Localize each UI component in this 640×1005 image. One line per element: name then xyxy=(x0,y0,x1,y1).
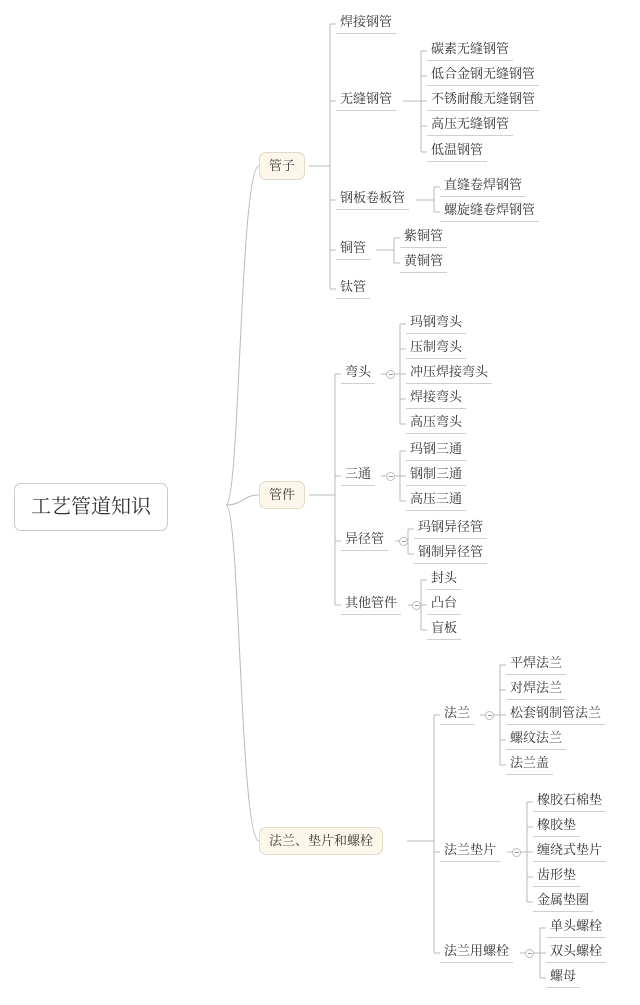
root-node[interactable] xyxy=(14,483,168,531)
node-magangsantong-label: 玛钢三通 xyxy=(410,441,463,456)
node-gangbanjuanbanguan-label: 钢板卷板管 xyxy=(340,190,406,205)
node-hanjiewantou-label: 焊接弯头 xyxy=(410,389,463,404)
node-diwengangguan-label: 低温钢管 xyxy=(431,142,484,157)
node-fanlandianpian[interactable] xyxy=(440,840,500,862)
node-fanlanyongluoshuan-label: 法兰用螺栓 xyxy=(444,943,510,958)
node-fengtou[interactable] xyxy=(427,568,461,590)
node-fanlan[interactable] xyxy=(440,703,474,725)
node-gangzhisantong[interactable] xyxy=(406,464,466,486)
node-mangban-label: 盲板 xyxy=(431,620,458,635)
node-tansuwufenggangguan-label: 碳素无缝钢管 xyxy=(431,41,510,56)
node-dihejingangwufenggangguan[interactable] xyxy=(427,64,539,86)
branch-node-guanjian-label: 管件 xyxy=(269,487,296,502)
node-tutai-label: 凸台 xyxy=(431,595,458,610)
node-hanjiegangguan-label: 焊接钢管 xyxy=(340,14,393,29)
node-zhifengjuanhangangguan[interactable] xyxy=(440,175,526,197)
root-node-label: 工艺管道知识 xyxy=(31,496,151,518)
node-gaoyawantou[interactable] xyxy=(406,412,466,434)
node-chixingdian-label: 齿形垫 xyxy=(537,867,577,882)
node-taiguan[interactable] xyxy=(336,277,370,299)
node-yazhiwantou[interactable] xyxy=(406,337,466,359)
node-gaoyawantou-label: 高压弯头 xyxy=(410,414,463,429)
branch-node-guanjian[interactable] xyxy=(259,481,305,509)
node-chixingdian[interactable] xyxy=(533,865,580,887)
node-huangtongguan[interactable] xyxy=(400,251,447,273)
node-fanlanyongluoshuan[interactable] xyxy=(440,941,513,963)
node-huangtongguan-label: 黄铜管 xyxy=(404,253,444,268)
node-tongguan[interactable] xyxy=(336,238,370,260)
node-chongyahanjiewantou[interactable] xyxy=(406,362,492,384)
node-fanlan-label: 法兰 xyxy=(444,705,471,720)
node-qitaguanjian-label: 其他管件 xyxy=(345,595,398,610)
node-chanraoshidianpian-label: 缠绕式垫片 xyxy=(537,842,603,857)
node-dihejingangwufenggangguan-label: 低合金钢无缝钢管 xyxy=(431,66,536,81)
branch-node-guanzi[interactable] xyxy=(259,152,305,180)
node-luoxuanfengjuanhangangguan[interactable] xyxy=(440,200,539,222)
node-hanjiegangguan[interactable] xyxy=(336,12,396,34)
node-taiguan-label: 钛管 xyxy=(340,279,367,294)
node-luowenfanlan[interactable] xyxy=(506,728,566,750)
node-fanlangai-label: 法兰盖 xyxy=(510,755,550,770)
node-duihanfanlan-label: 对焊法兰 xyxy=(510,680,563,695)
node-pinghanfanlan-label: 平焊法兰 xyxy=(510,655,563,670)
node-duihanfanlan[interactable] xyxy=(506,678,566,700)
node-fengtou-label: 封头 xyxy=(431,570,458,585)
node-luomu[interactable] xyxy=(546,966,580,988)
node-zitongguan[interactable] xyxy=(400,226,447,248)
node-gangbanjuanbanguan[interactable] xyxy=(336,188,409,210)
node-buxiunaisuanwufenggangguan[interactable] xyxy=(427,89,539,111)
node-xiangjiaodian[interactable] xyxy=(533,815,580,837)
node-zhifengjuanhangangguan-label: 直缝卷焊钢管 xyxy=(444,177,523,192)
node-wufenggangguan[interactable] xyxy=(336,89,396,111)
node-buxiunaisuanwufenggangguan-label: 不锈耐酸无缝钢管 xyxy=(431,91,536,106)
node-mangban[interactable] xyxy=(427,618,461,640)
node-gaoyawufenggangguan-label: 高压无缝钢管 xyxy=(431,116,510,131)
node-xiangjiaoshimiandian[interactable] xyxy=(533,790,606,812)
node-wantou[interactable] xyxy=(341,362,375,384)
node-pinghanfanlan[interactable] xyxy=(506,653,566,675)
node-dantouluoshuan-label: 单头螺栓 xyxy=(550,918,603,933)
node-jinshudianquan[interactable] xyxy=(533,890,593,912)
node-qitaguanjian[interactable] xyxy=(341,593,401,615)
node-chanraoshidianpian[interactable] xyxy=(533,840,606,862)
branch-node-guanzi-label: 管子 xyxy=(269,158,296,173)
node-tutai[interactable] xyxy=(427,593,461,615)
node-yijingguan-label: 异径管 xyxy=(345,531,385,546)
collapse-toggle-qitaguanjian[interactable] xyxy=(412,601,421,610)
node-xiangjiaoshimiandian-label: 橡胶石棉垫 xyxy=(537,792,603,807)
node-jinshudianquan-label: 金属垫圈 xyxy=(537,892,590,907)
node-yijingguan[interactable] xyxy=(341,529,388,551)
node-fanlandianpian-label: 法兰垫片 xyxy=(444,842,497,857)
node-hanjiewantou[interactable] xyxy=(406,387,466,409)
collapse-toggle-fanlanyongluoshuan[interactable] xyxy=(525,949,534,958)
node-santong-label: 三通 xyxy=(345,466,372,481)
node-gaoyasantong[interactable] xyxy=(406,489,466,511)
node-gangzhiyijingguan[interactable] xyxy=(414,542,487,564)
node-magangsantong[interactable] xyxy=(406,439,466,461)
node-songtaogangzhiguanfanlan[interactable] xyxy=(506,703,605,725)
node-wantou-label: 弯头 xyxy=(345,364,372,379)
node-fanlangai[interactable] xyxy=(506,753,553,775)
node-magangwantou[interactable] xyxy=(406,312,466,334)
collapse-toggle-santong[interactable] xyxy=(386,472,395,481)
branch-node-fanlandianpianluoshuan[interactable] xyxy=(259,827,383,855)
node-gangzhiyijingguan-label: 钢制异径管 xyxy=(418,544,484,559)
node-luowenfanlan-label: 螺纹法兰 xyxy=(510,730,563,745)
node-luomu-label: 螺母 xyxy=(550,968,577,983)
node-shuangtouluoshuan[interactable] xyxy=(546,941,606,963)
node-magangwantou-label: 玛钢弯头 xyxy=(410,314,463,329)
node-gaoyawufenggangguan[interactable] xyxy=(427,114,513,136)
node-yazhiwantou-label: 压制弯头 xyxy=(410,339,463,354)
node-gangzhisantong-label: 钢制三通 xyxy=(410,466,463,481)
node-shuangtouluoshuan-label: 双头螺栓 xyxy=(550,943,603,958)
collapse-toggle-fanlandianpian[interactable] xyxy=(512,848,521,857)
branch-node-fanlandianpianluoshuan-label: 法兰、垫片和螺栓 xyxy=(269,833,374,848)
collapse-toggle-yijingguan[interactable] xyxy=(399,537,408,546)
node-tansuwufenggangguan[interactable] xyxy=(427,39,513,61)
node-songtaogangzhiguanfanlan-label: 松套钢制管法兰 xyxy=(510,705,602,720)
node-xiangjiaodian-label: 橡胶垫 xyxy=(537,817,577,832)
node-gaoyasantong-label: 高压三通 xyxy=(410,491,463,506)
collapse-toggle-wantou[interactable] xyxy=(386,370,395,379)
node-santong[interactable] xyxy=(341,464,375,486)
node-diwengangguan[interactable] xyxy=(427,140,487,162)
collapse-toggle-fanlan[interactable] xyxy=(485,711,494,720)
node-maganguyijingguan-label: 玛钢异径管 xyxy=(418,519,484,534)
node-wufenggangguan-label: 无缝钢管 xyxy=(340,91,393,106)
node-chongyahanjiewantou-label: 冲压焊接弯头 xyxy=(410,364,489,379)
node-maganguyijingguan[interactable] xyxy=(414,517,487,539)
node-dantouluoshuan[interactable] xyxy=(546,916,606,938)
node-zitongguan-label: 紫铜管 xyxy=(404,228,444,243)
node-luoxuanfengjuanhangangguan-label: 螺旋缝卷焊钢管 xyxy=(444,202,536,217)
node-tongguan-label: 铜管 xyxy=(340,240,367,255)
